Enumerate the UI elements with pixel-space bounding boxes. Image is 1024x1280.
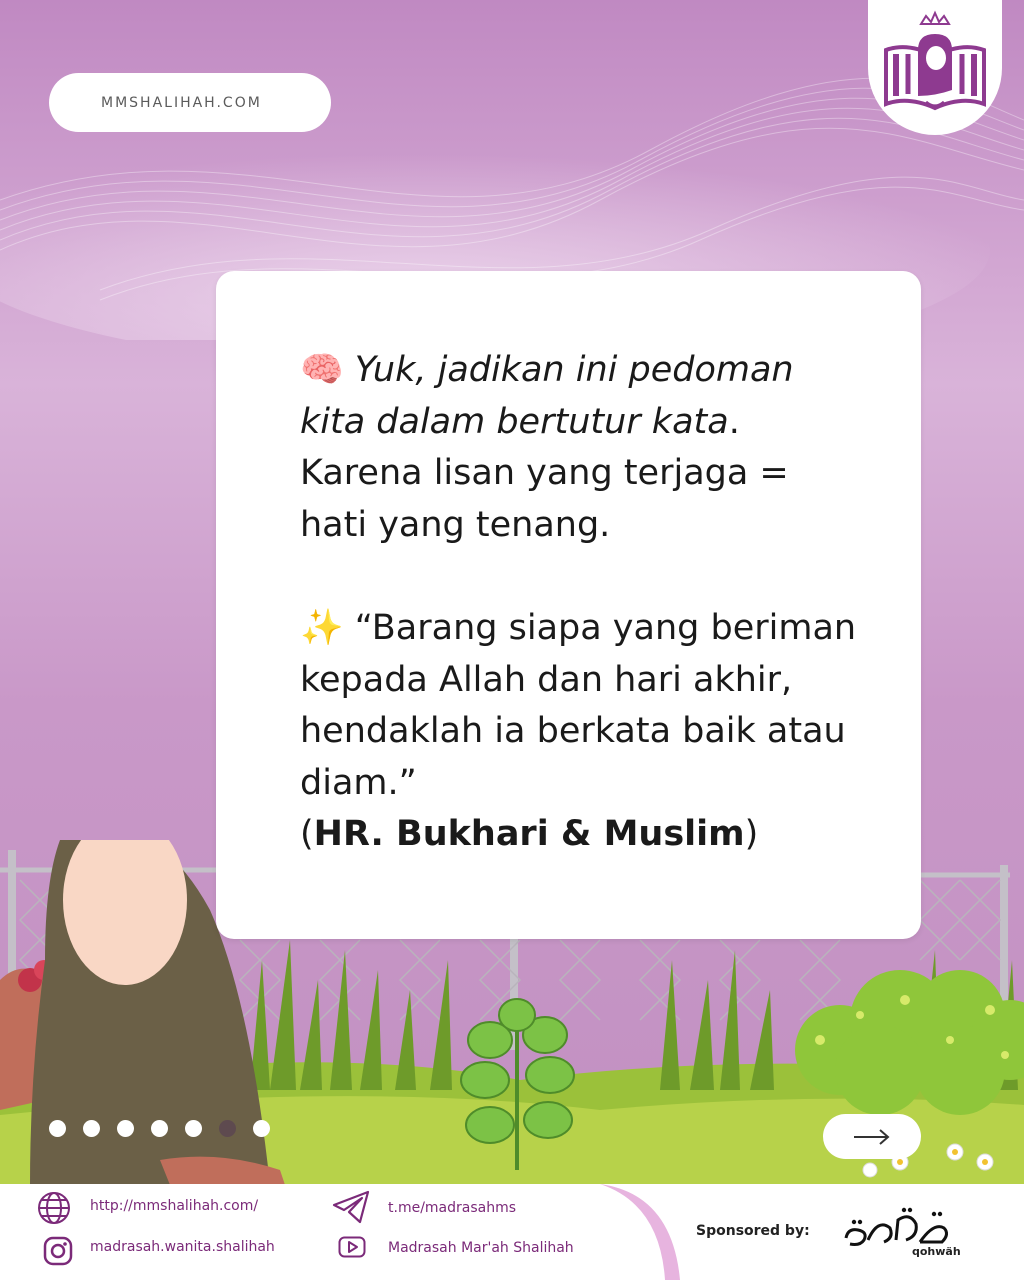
tip-paragraph (300, 345, 860, 551)
source-open-paren: ( (300, 814, 314, 854)
instagram-link[interactable]: madrasah.wanita.shalihah (90, 1239, 275, 1255)
sponsor-name: qohwäh (912, 1245, 961, 1258)
page-dot[interactable] (49, 1120, 66, 1137)
page-dot-active[interactable] (219, 1120, 236, 1137)
content-card (216, 271, 921, 939)
next-slide-button[interactable] (823, 1114, 921, 1159)
tip-italic-text: Yuk, jadikan ini pedoman kita dalam bertutur kata (300, 350, 794, 442)
hadith-paragraph (300, 603, 860, 861)
arrow-right-icon (852, 1127, 892, 1147)
youtube-icon (338, 1236, 366, 1258)
tip-period: . (728, 401, 740, 442)
source-close-paren: ) (744, 814, 759, 854)
crowned-book-logo-icon (878, 10, 992, 120)
carousel-pagination (49, 1120, 270, 1137)
site-url-label: MMSHALIHAH.COM (101, 94, 262, 111)
telegram-icon (332, 1190, 370, 1224)
page-dot[interactable] (117, 1120, 134, 1137)
hadith-quote: “Barang siapa yang beriman kepada Allah dan hari akhir, hendaklah ia berkata baik atau diam.” (300, 608, 857, 803)
youtube-link[interactable]: Madrasah Mar'ah Shalihah (388, 1240, 574, 1256)
hadith-source: HR. Bukhari & Muslim (313, 814, 745, 854)
sparkles-emoji: ✨ (300, 608, 344, 648)
site-url-pill[interactable] (49, 73, 331, 132)
page-dot[interactable] (83, 1120, 100, 1137)
page-dot[interactable] (151, 1120, 168, 1137)
globe-icon (37, 1191, 71, 1225)
page-dot[interactable] (185, 1120, 202, 1137)
website-link[interactable]: http://mmshalihah.com/ (90, 1198, 259, 1214)
paragraph-gap (300, 551, 860, 603)
sponsor-label: Sponsored by: (696, 1223, 810, 1239)
tip-followup-text: Karena lisan yang terjaga = hati yang tenang. (300, 453, 789, 545)
footer-accent-curve (560, 1184, 680, 1280)
page-dot[interactable] (253, 1120, 270, 1137)
instagram-icon (43, 1236, 73, 1266)
brain-emoji: 🧠 (300, 350, 344, 390)
brand-logo-badge (868, 0, 1002, 135)
telegram-link[interactable]: t.me/madrasahms (388, 1200, 517, 1216)
